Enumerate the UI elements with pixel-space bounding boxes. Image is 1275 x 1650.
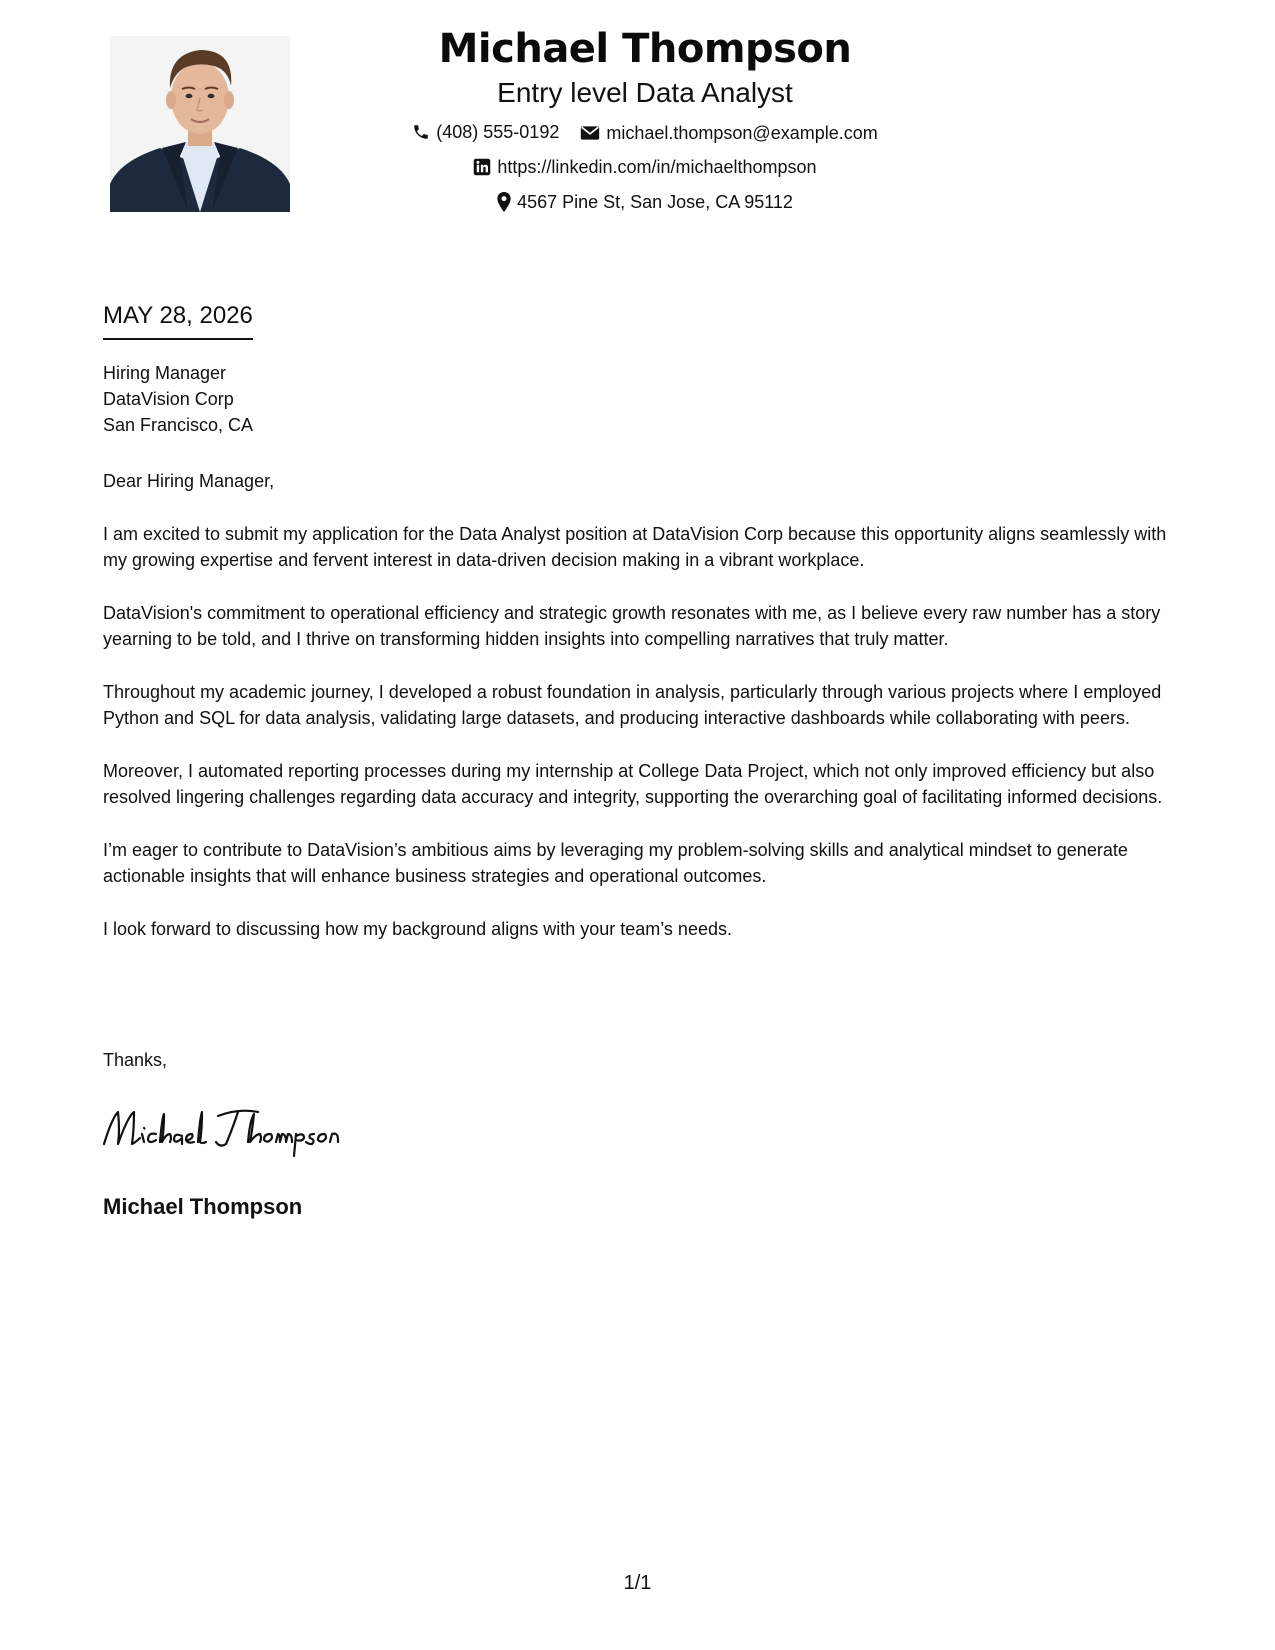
body-paragraph: Moreover, I automated reporting processes during my internship at College Data Project, which not only improved efficiency but also resolved lingering challenges regarding data accuracy and integrity, supporting the overarching goal of facilitating informed decisions. [103, 761, 1163, 807]
body-paragraph: Throughout my academic journey, I developed a robust foundation in analysis, particularly through various projects where I employed Python and SQL for data analysis, validating large datasets, and producing interactive dashboards while collaborating with peers. [103, 682, 1162, 728]
contact-email [580, 117, 877, 149]
envelope-icon [580, 125, 600, 141]
body-paragraph: I look forward to discussing how my background aligns with your team’s needs. [103, 919, 732, 939]
body-paragraph: DataVision's commitment to operational efficiency and strategic growth resonates with me, as I believe every raw number has a story yearning to be told, and I thrive on transforming hidden insights into compelling narratives that truly matter. [103, 603, 1161, 649]
phone-icon [412, 123, 430, 141]
linkedin-icon [473, 158, 491, 176]
salutation: Dear Hiring Manager, [103, 471, 275, 491]
map-pin-icon [497, 192, 511, 212]
recipient-line: San Francisco, CA [103, 415, 254, 435]
linkedin-text: https://linkedin.com/in/michaelthompson [497, 157, 817, 177]
recipient-line: DataVision Corp [103, 389, 234, 409]
letter-body [103, 468, 1183, 969]
letter-date: MAY 28, 2026 [103, 300, 253, 340]
contact-phone [412, 116, 559, 148]
applicant-name: Michael Thompson [438, 26, 852, 72]
applicant-title: Entry level Data Analyst [497, 77, 793, 108]
contact-address [497, 186, 793, 218]
contact-line-2 [340, 151, 950, 186]
contact-line-3 [340, 186, 950, 222]
email-text: michael.thompson@example.com [606, 123, 878, 143]
closing: Thanks, [103, 1050, 168, 1070]
body-paragraph: I am excited to submit my application for the Data Analyst position at DataVision Corp because this opportunity aligns seamlessly with my growing expertise and fervent interest in data-driven decision making in a vibrant workplace. [103, 524, 1167, 570]
letter-header [340, 22, 950, 222]
contact-line-1 [340, 116, 950, 151]
handwritten-signature [98, 1100, 368, 1160]
recipient-block [103, 360, 253, 438]
page-number: 1/1 [623, 1572, 652, 1594]
profile-photo-illustration [110, 36, 290, 212]
address-text: 4567 Pine St, San Jose, CA 95112 [517, 192, 793, 212]
recipient-line: Hiring Manager [103, 363, 227, 383]
phone-text: (408) 555-0192 [436, 122, 560, 142]
contact-linkedin [473, 151, 816, 183]
body-paragraph: I’m eager to contribute to DataVision’s ambitious aims by leveraging my problem-solving skills and analytical mindset to generate actionable insights that will enhance business strategies and operational outcomes. [103, 840, 1128, 886]
signer-name: Michael Thompson [103, 1194, 303, 1219]
profile-photo [110, 36, 290, 212]
